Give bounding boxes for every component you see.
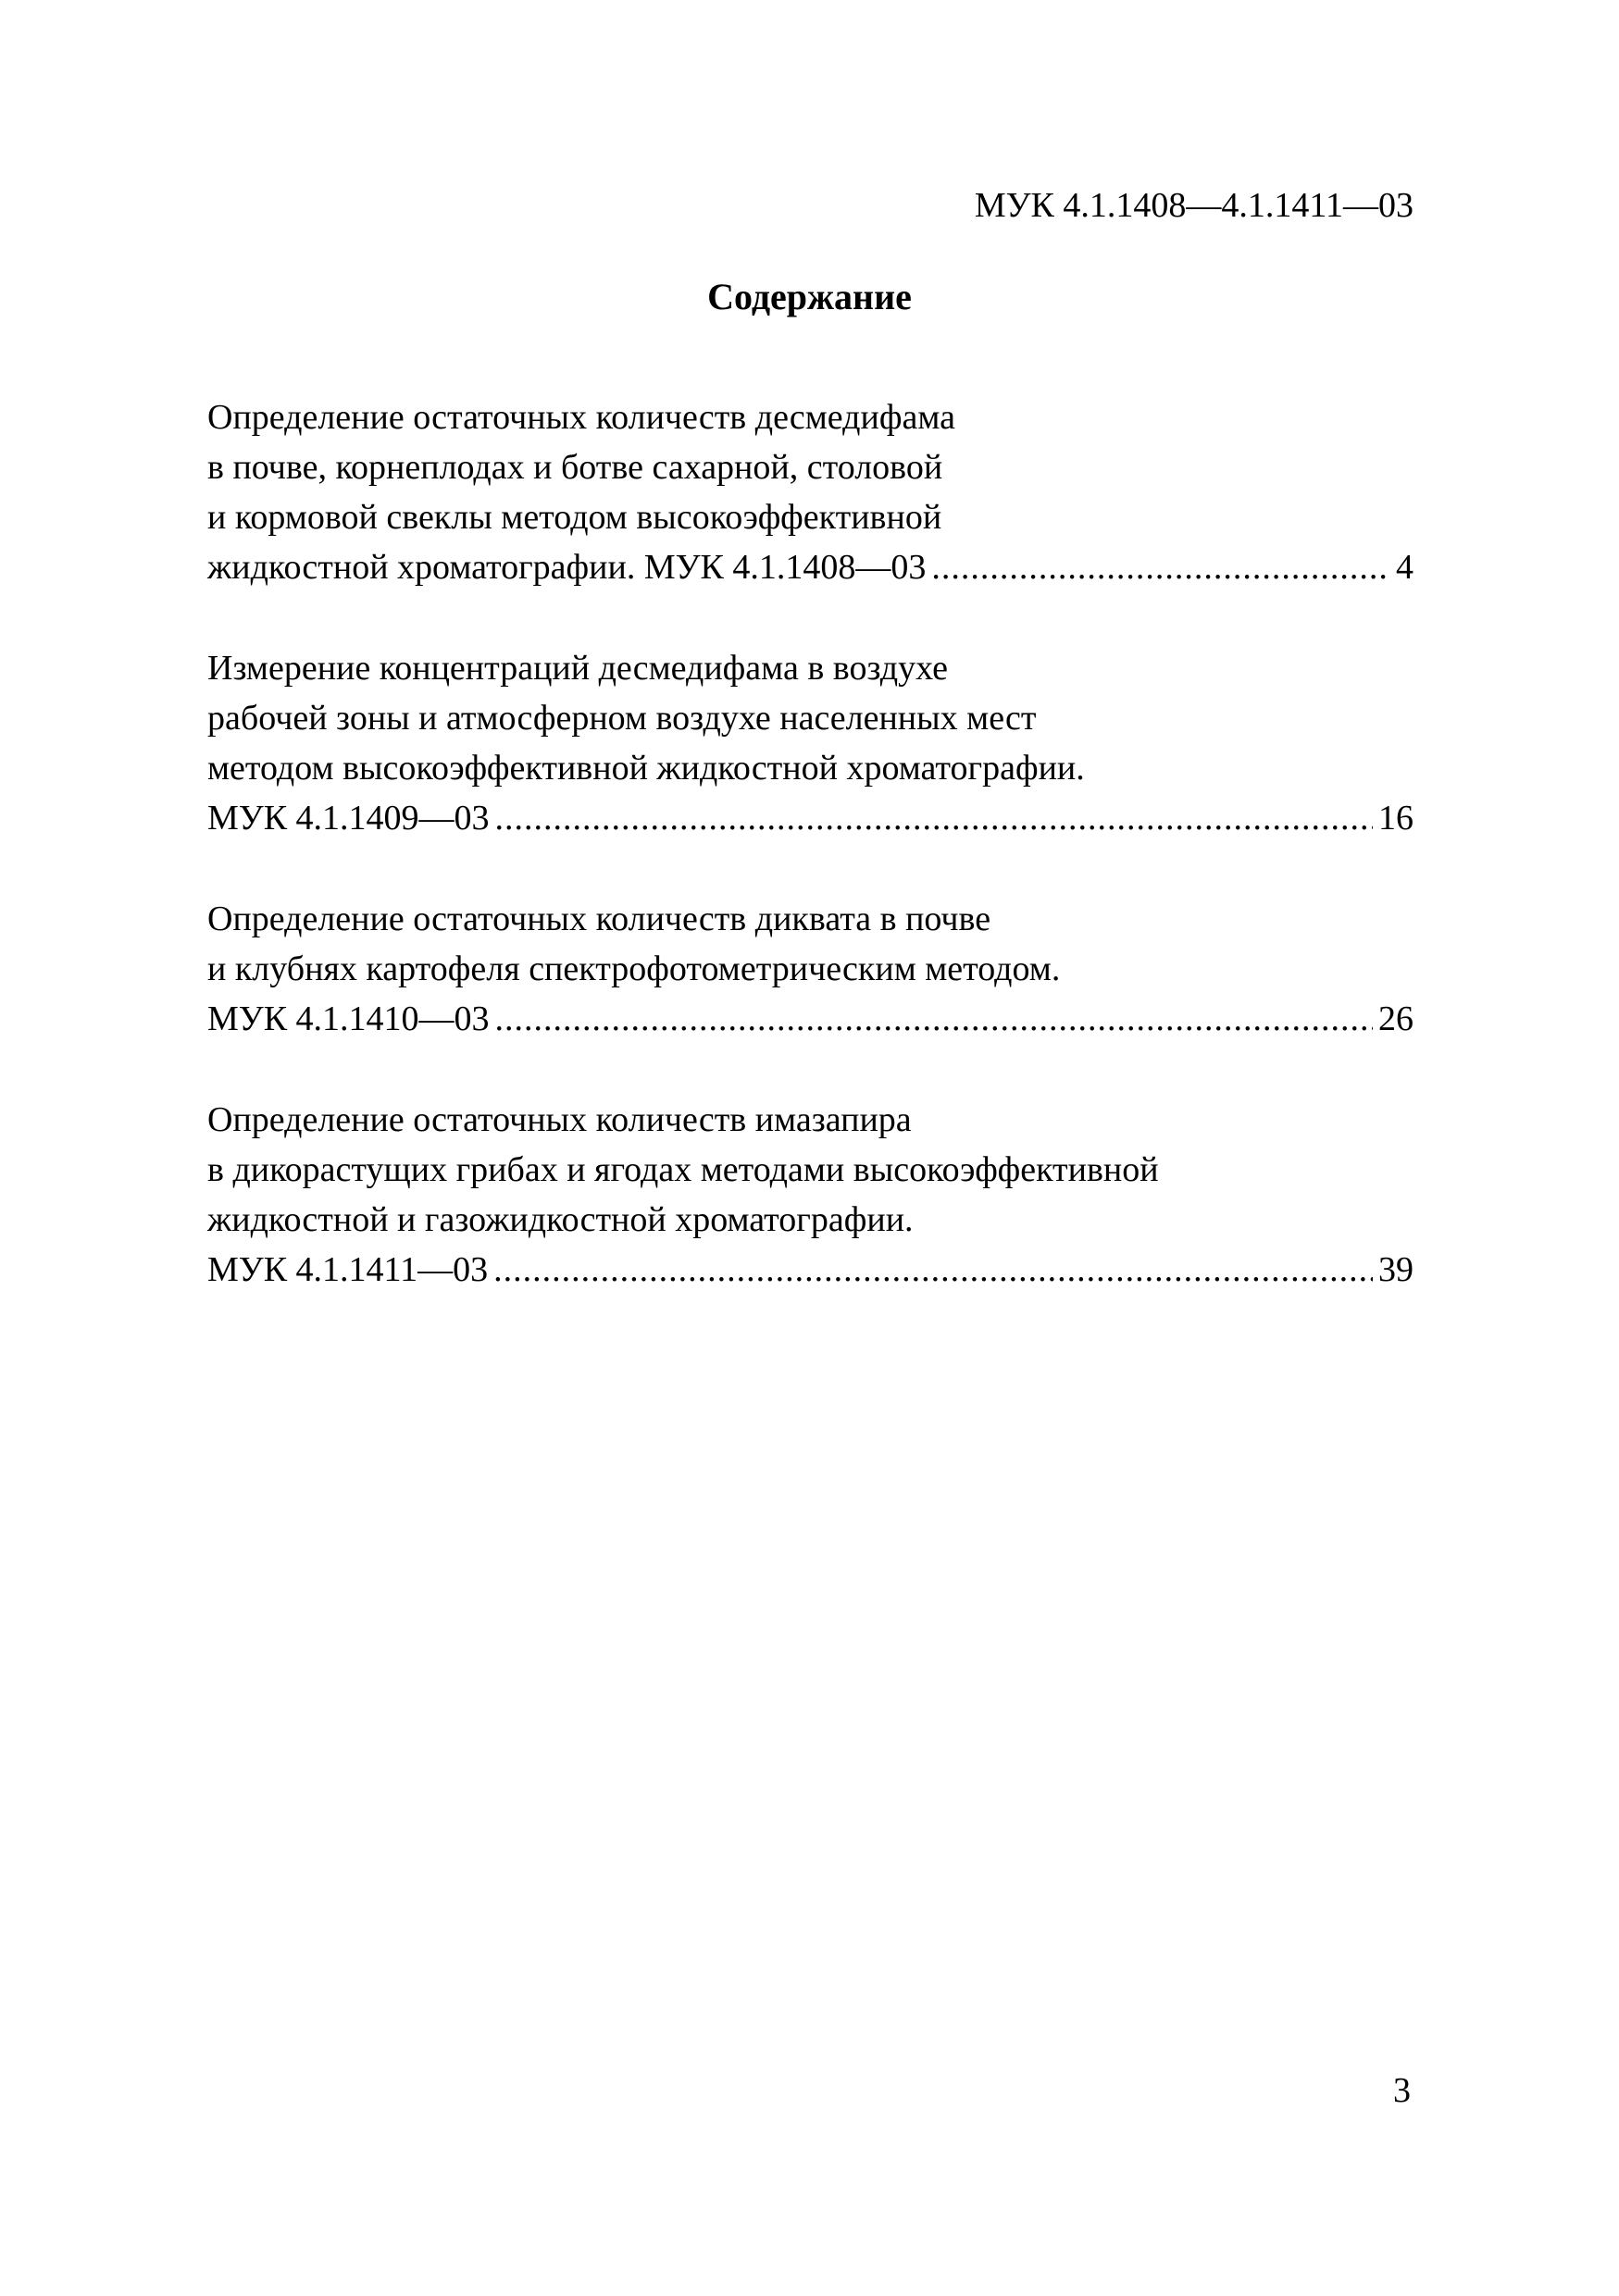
toc-entry-line: рабочей зоны и атмосферном воздухе населенных мест <box>207 699 1037 738</box>
toc-entry-doc-ref: МУК 4.1.1409—03 <box>207 799 490 838</box>
toc-page-number: 16 <box>1378 799 1414 838</box>
toc-entry-doc-ref: жидкостной хроматографии. МУК 4.1.1408—03 <box>207 548 927 587</box>
page-title: Содержание <box>707 276 912 317</box>
toc-entry-line: и кормовой свеклы методом высокоэффективной <box>207 498 942 537</box>
document-code-header: МУК 4.1.1408—4.1.1411—03 <box>974 186 1414 225</box>
toc-entry-line: Определение остаточных количеств имазапира <box>207 1100 912 1139</box>
toc-entry-line: жидкостной и газожидкостной хроматографии. <box>207 1200 914 1239</box>
toc-entry-line: методом высокоэффективной жидкостной хроматографии. <box>207 749 1085 788</box>
toc-leader-dots <box>495 994 1373 1044</box>
toc-entry-line: и клубнях картофеля спектрофотометрическим методом. <box>207 949 1061 988</box>
toc-entry-last-line[interactable] <box>207 542 1414 592</box>
toc-entry <box>207 1095 1414 1295</box>
toc-entry <box>207 894 1414 1044</box>
toc-page-number: 39 <box>1378 1250 1414 1289</box>
toc-page-number: 4 <box>1396 548 1414 587</box>
toc-entry-line: Определение остаточных количеств десмедифама <box>207 398 955 437</box>
toc-entry-last-line[interactable] <box>207 793 1414 843</box>
table-of-contents <box>207 392 1414 1346</box>
toc-page-number: 26 <box>1378 999 1414 1038</box>
toc-entry-doc-ref: МУК 4.1.1411—03 <box>207 1250 489 1289</box>
toc-entry-last-line[interactable] <box>207 994 1414 1044</box>
toc-entry <box>207 392 1414 592</box>
toc-entry-doc-ref: МУК 4.1.1410—03 <box>207 999 490 1038</box>
toc-entry-line: в почве, корнеплодах и ботве сахарной, столовой <box>207 448 943 487</box>
toc-entry <box>207 643 1414 843</box>
toc-entry-line: в дикорастущих грибах и ягодах методами высокоэффективной <box>207 1150 1159 1189</box>
toc-entry-line: Определение остаточных количеств диквата в почве <box>207 900 991 938</box>
toc-entry-last-line[interactable] <box>207 1245 1414 1295</box>
toc-entry-line: Измерение концентраций десмедифама в воздухе <box>207 649 949 688</box>
page-number: 3 <box>1393 2071 1411 2110</box>
toc-leader-dots <box>931 542 1390 592</box>
toc-leader-dots <box>493 1245 1373 1295</box>
toc-leader-dots <box>495 793 1373 843</box>
